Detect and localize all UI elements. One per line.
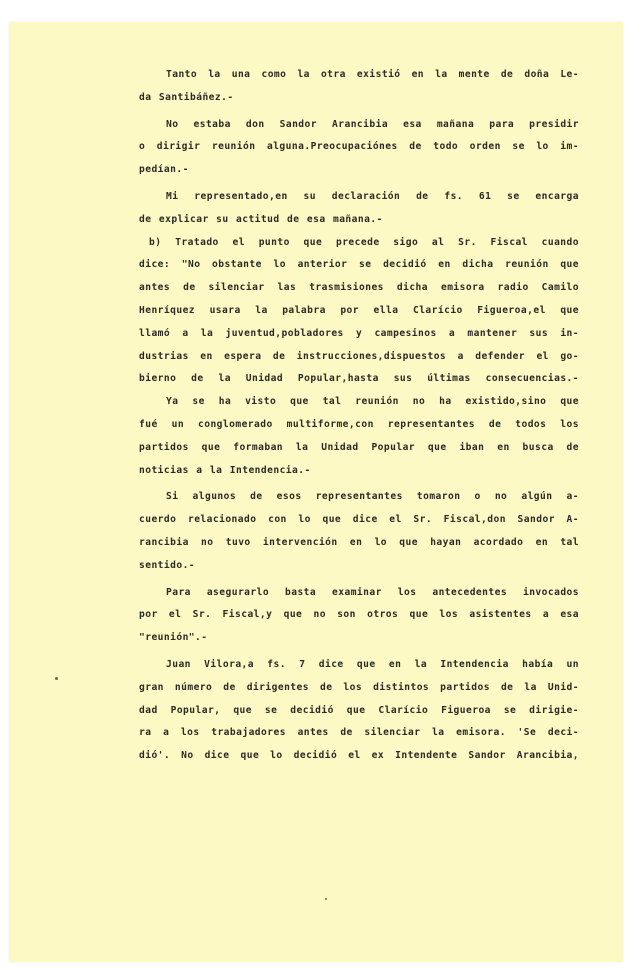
text-line: o dirigir reunión alguna.Preocupaciónes de todo orden se lo im- [139, 141, 579, 153]
text-line: rancibia no tuvo intervención en lo que hayan acordado en tal [139, 536, 579, 548]
text-line: da Santibáñez.- [139, 91, 234, 103]
text-line: No estaba don Sandor Arancibia esa mañana para presidir [166, 118, 579, 130]
paper-speck [325, 898, 327, 900]
text-line: ra a los trabajadores antes de silenciar la emisora. 'Se deci- [139, 727, 579, 739]
text-line: Henríquez usara la palabra por ella Clarício Figueroa,el que [139, 304, 579, 316]
text-line: noticias a la Intendencia.- [139, 464, 311, 476]
text-line: dió'. No dice que lo decidió el ex Intendente Sandor Arancibia, [139, 750, 579, 762]
text-line: fué un conglomerado multiforme,con representantes de todos los [139, 418, 579, 430]
text-line: Si algunos de esos representantes tomaron o no algún a- [166, 491, 579, 503]
paper-speck [55, 677, 58, 680]
typed-text-body [139, 64, 579, 768]
text-line: llamó a la juventud,pobladores y campesinos a mantener sus in- [139, 327, 579, 339]
text-line: dustrias en espera de instrucciones,dispuestos a defender el go- [139, 350, 579, 362]
text-line: antes de silenciar las trasmisiones dicha emisora radio Camilo [139, 282, 579, 294]
text-line: dice: "No obstante lo anterior se decidió en dicha reunión que [139, 259, 579, 271]
text-line: Tanto la una como la otra existió en la mente de doña Le- [166, 69, 579, 80]
text-line: dad Popular, que se decidió que Clarício Figueroa se dirigie- [139, 704, 579, 716]
text-line: gran número de dirigentes de los distintos partidos de la Unid- [139, 681, 579, 693]
text-line: Mi representado,en su declaración de fs. 61 se encarga [166, 190, 579, 202]
text-line: Juan Vilora,a fs. 7 dice que en la Intendencia había un [166, 658, 579, 670]
text-line: partidos que formaban la Unidad Popular que iban en busca de [139, 441, 579, 453]
text-line: de explicar su actitud de esa mañana.- [139, 213, 383, 225]
text-line: Ya se ha visto que tal reunión no ha existido,sino que [166, 396, 579, 408]
text-line: Para asegurarlo basta examinar los antecedentes invocados [166, 586, 579, 598]
text-line: b) Tratado el punto que precede sigo al Sr. Fiscal cuando [149, 236, 579, 248]
text-line: sentido.- [139, 559, 196, 571]
text-line: pedían.- [139, 164, 189, 176]
text-line: por el Sr. Fiscal,y que no son otros que los asistentes a esa [139, 609, 579, 621]
text-line: bierno de la Unidad Popular,hasta sus últimas consecuencias.- [139, 373, 579, 385]
text-line: cuerdo relacionado con lo que dice el Sr. Fiscal,don Sandor A- [139, 514, 579, 526]
text-line: "reunión".- [139, 632, 208, 644]
